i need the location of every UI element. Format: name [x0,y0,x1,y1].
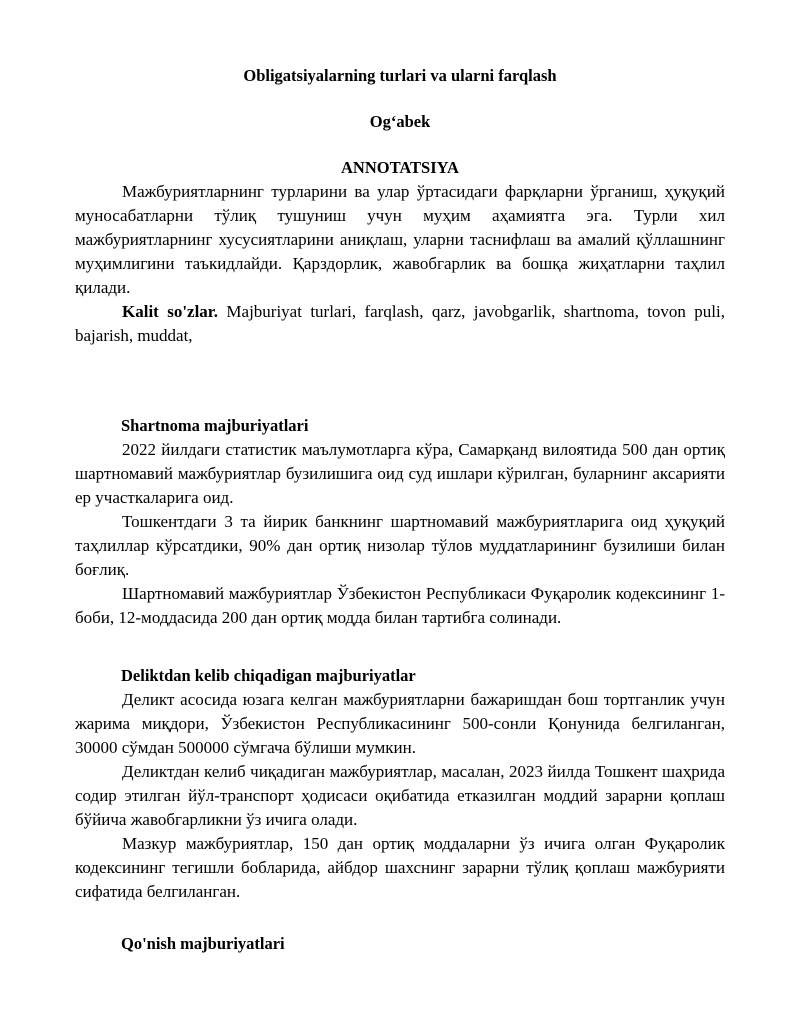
keywords-label: Kalit so'zlar. [122,302,219,321]
document-title: Obligatsiyalarning turlari va ularni farqlash [243,66,557,85]
section-heading-landing: Qo'nish majburiyatlari [121,934,285,953]
annotation-heading: ANNOTATSIYA [341,158,459,177]
section-paragraph: Тошкентдаги 3 та йирик банкнинг шартномавий мажбуриятларига оид ҳуқуқий таҳлиллар кўрсатдики, 90% дан ортиқ низолар тўлов муддатларининг бузилиши билан боғлиқ. [75,512,725,579]
section-heading-delict: Deliktdan kelib chiqadigan majburiyatlar [121,666,416,685]
keywords-text: Majburiyat turlari, farqlash, qarz, javobgarlik, shartnoma, tovon puli, bajarish, muddat, [75,302,725,345]
section-paragraph: Деликт асосида юзага келган мажбуриятларни бажаришдан бош тортганлик учун жарима миқдори, Ўзбекистон Республикасининг 500-сонли Қонунида белгиланган, 30000 сўмдан 500000 сўмгача бўлиши мумкин. [75,690,725,757]
section-paragraph: Деликтдан келиб чиқадиган мажбуриятлар, масалан, 2023 йилда Тошкент шаҳрида содир этилган йўл-транспорт ҳодисаси оқибатида етказилган моддий зарарни қоплаш бўйича жавобгарликни ўз ичига олади. [75,762,725,829]
annotation-paragraph: Мажбуриятларнинг турларини ва улар ўртасидаги фарқларни ўрганиш, ҳуқуқий муносабатларни тўлиқ тушуниш учун муҳим аҳамиятга эга. Турли хил мажбуриятларнинг хусусиятларини аниқлаш, уларни таснифлаш ва амалий қўллашнинг муҳимлигини таъкидлайди. Қарздорлик, жавобгарлик ва бошқа жиҳатларни таҳлил қилади. [75,182,725,297]
section-paragraph: 2022 йилдаги статистик маълумотларга кўра, Самарқанд вилоятида 500 дан ортиқ шартномавий мажбуриятлар бузилишига оид суд ишлари кўрилган, буларнинг аксарияти ер участкаларига оид. [75,440,725,507]
keywords-paragraph [75,300,725,348]
section-heading-contract: Shartnoma majburiyatlari [121,416,309,435]
section-paragraph: Мазкур мажбуриятлар, 150 дан ортиқ моддаларни ўз ичига олган Фуқаролик кодексининг тегишли бобларида, айбдор шахснинг зарарни тўлиқ қоплаш мажбурияти сифатида белгиланган. [75,834,725,901]
section-paragraph: Шартномавий мажбуриятлар Ўзбекистон Республикаси Фуқаролик кодексининг 1-боби, 12-моддасида 200 дан ортиқ модда билан тартибга солинади. [75,584,725,627]
document-author: Og‘abek [369,112,431,131]
